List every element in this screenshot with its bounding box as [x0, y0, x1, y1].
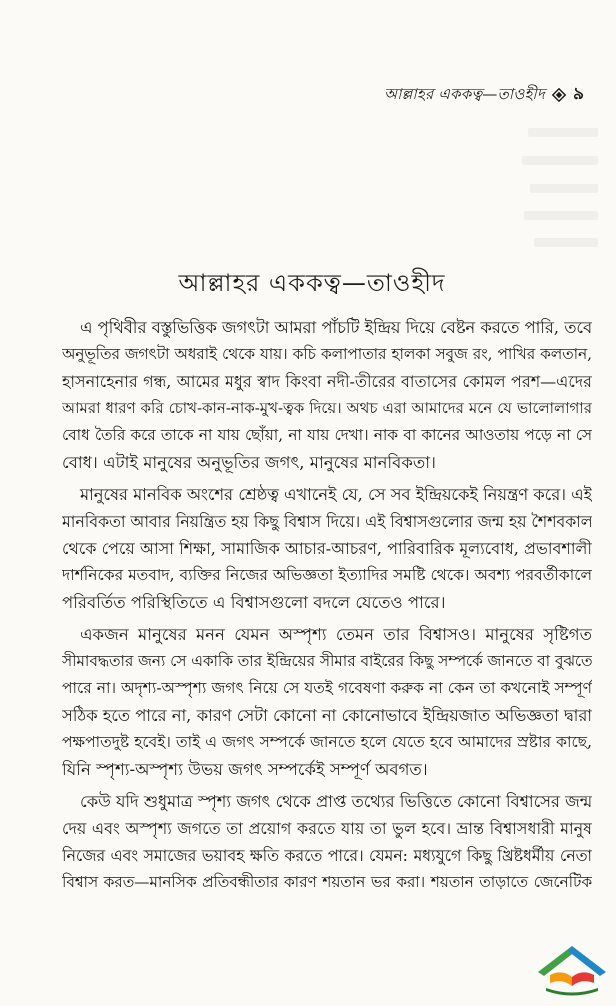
- bleed-through-mark: [530, 184, 598, 193]
- body-text-line: দার্শনিকের মতবাদ, ব্যক্তির নিজের অভিজ্ঞতা ইত্যাদির সমষ্টি থেকে। অবশ্য পরবর্তীকালে: [62, 566, 592, 584]
- diamond-ornament-icon: [552, 88, 566, 102]
- body-text-line: একজন মানুষের মনন যেমন অস্পৃশ্য তেমন তার বিশ্বাসও। মানুষের সৃষ্টিগত: [80, 625, 592, 644]
- bleed-through-mark: [534, 238, 598, 247]
- body-text-line: পরিবর্তিত পরিস্থিতিতে এ বিশ্বাসগুলো বদলে যেতেও পারে।: [62, 593, 446, 612]
- paragraph: [62, 788, 592, 896]
- page-number: ৯: [572, 84, 584, 104]
- running-header: [384, 84, 584, 106]
- body-text-line: বোধ। এটাই মানুষের অনুভূতির জগৎ, মানুষের মানবিকতা।: [62, 453, 436, 472]
- paragraph: [62, 314, 592, 476]
- chapter-title: আল্লাহর এককত্ব—তাওহীদ: [178, 269, 446, 297]
- body-text-line: মানুষের মানবিক অংশের শ্রেষ্ঠত্ব এখানেই যে, সে সব ইন্দ্রিয়কেই নিয়ন্ত্রণ করে। এই: [80, 485, 592, 504]
- body-text-line: বিশ্বাস করত—মানসিক প্রতিবন্ধীতার কারণ শয়তান ভর করা। শয়তান তাড়াতে জেনেটিক: [62, 873, 592, 891]
- body-text-line: পক্ষপাতদুষ্ট হবেই। তাই এ জগৎ সম্পর্কে জানতে হলে যেতে হবে আমাদের স্রষ্টার কাছে,: [62, 733, 592, 751]
- body-text-line: সীমাবদ্ধতার জন্য সে একাকি তার ইন্দ্রিয়ের সীমার বাইরের কিছু সম্পর্কে জানতে বা বুঝতে: [62, 652, 592, 670]
- bleed-through-mark: [524, 211, 598, 220]
- body-text-line: আমরা ধারণ করি চোখ-কান-নাক-মুখ-ত্বক দিয়ে। অথচ এরা আমাদের মনে যে ভালোলাগার: [62, 399, 592, 417]
- body-text-line: থেকে পেয়ে আসা শিক্ষা, সামাজিক আচার-আচরণ, পারিবারিক মূল্যবোধ, প্রভাবশালী: [62, 539, 592, 558]
- paragraph: [62, 481, 592, 616]
- body-text-line: নিজের এবং সমাজের ভয়াবহ ক্ষতি করতে পারে। যেমন: মধ্যযুগে কিছু খ্রিষ্টধর্মীয় নেতা: [62, 846, 592, 865]
- body-text-line: পারে না। অদৃশ্য-অস্পৃশ্য জগৎ নিয়ে সে যতই গবেষণা করুক না কেন তা কখনোই সম্পূর্ণ: [62, 679, 592, 697]
- running-header-title: আল্লাহর এককত্ব—তাওহীদ: [383, 84, 545, 103]
- publisher-logo-icon: [536, 942, 608, 996]
- logo-book-left: [550, 972, 572, 986]
- body-text: [62, 314, 592, 896]
- body-text-line: এ পৃথিবীর বস্তুভিত্তিক জগৎটা আমরা পাঁচটি ইন্দ্রিয় দিয়ে বেষ্টন করতে পারি, তবে: [80, 318, 592, 337]
- body-text-line: যিনি স্পৃশ্য-অস্পৃশ্য উভয় জগৎ সম্পর্কেই সম্পূর্ণ অবগত।: [62, 760, 428, 779]
- body-text-line: দেয় এবং অস্পৃশ্য জগতে তা প্রয়োগ করতে যায় তা ভুল হবে। ভ্রান্ত বিশ্বাসধারী মানুষ: [62, 819, 592, 838]
- body-text-line: অনুভূতির জগৎটা অধরাই থেকে যায়। কচি কলাপাতার হালকা সবুজ রং, পাখির কলতান,: [62, 345, 592, 363]
- body-text-line: সঠিক হতে পারে না, কারণ সেটা কোনো না কোনোভাবে ইন্দ্রিয়জাত অভিজ্ঞতা দ্বারা: [62, 706, 592, 725]
- paragraph: [62, 621, 592, 783]
- logo-roof-right: [568, 946, 606, 976]
- bleed-through-mark: [528, 128, 598, 137]
- body-text-line: কেউ যদি শুধুমাত্র স্পৃশ্য জগৎ থেকে প্রাপ্ত তথ্যের ভিত্তিতে কোনো বিশ্বাসের জন্ম: [80, 792, 592, 811]
- logo-book-right: [572, 972, 594, 986]
- body-text-line: মানবিকতা আবার নিয়ন্ত্রিত হয় কিছু বিশ্বাস দিয়ে। এই বিশ্বাসগুলোর জন্ম হয় শৈশবকাল: [62, 512, 592, 531]
- body-text-line: হাসনাহেনার গন্ধ, আমের মধুর স্বাদ কিংবা নদী-তীরের বাতাসের কোমল পরশ—এদের: [62, 372, 592, 391]
- bleed-through-mark: [522, 156, 598, 165]
- logo-base: [546, 988, 598, 996]
- body-text-line: বোধ তৈরি করে তাকে না যায় ছোঁয়া, না যায় দেখা। নাক বা কানের আওতায় পড়ে না সে: [62, 426, 592, 444]
